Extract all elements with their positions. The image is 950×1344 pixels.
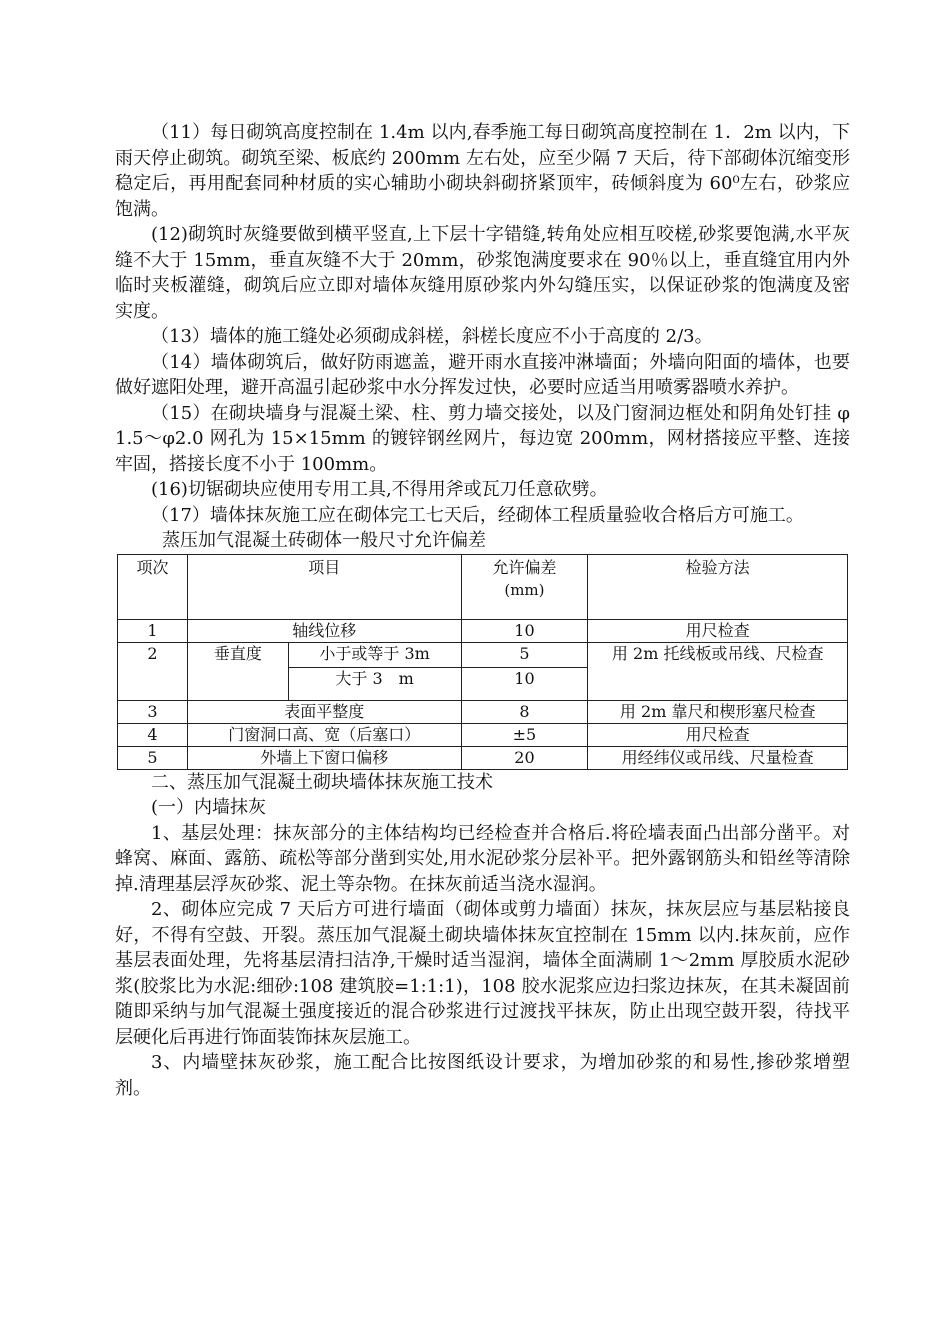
header-method: 检验方法 xyxy=(588,554,848,619)
row-no: 1 xyxy=(118,619,188,642)
row-no: 4 xyxy=(118,723,188,746)
document-page xyxy=(115,120,850,1101)
tolerance-table xyxy=(117,554,848,770)
header-no: 项次 xyxy=(118,554,188,619)
table-row xyxy=(118,619,848,642)
row-tolerance: 10 xyxy=(461,619,588,642)
paragraph-base-treatment: 1、基层处理：抹灰部分的主体结构均已经检查并合格后.将砼墙表面凸出部分凿平。对蜂窝、麻面、露筋、疏松等部分凿到实处,用水泥砂浆分层补平。把外露钢筋头和铅丝等清除掉.清理基层浮灰砂浆、泥土等杂物。在抹灰前适当浇水湿润。 xyxy=(115,822,850,895)
row-no: 3 xyxy=(118,700,188,723)
paragraph-17: （17）墙体抹灰施工应在砌体完工七天后，经砌体工程质量验收合格后方可施工。 xyxy=(151,504,804,526)
table-header-row xyxy=(118,554,848,619)
sub-title: (一）内墙抹灰 xyxy=(151,797,267,818)
row-tolerance: ±5 xyxy=(461,723,588,746)
paragraph-13: （13）墙体的施工缝处必须砌成斜槎，斜槎长度应不小于高度的 2/3。 xyxy=(151,326,713,347)
row-tolerance: 20 xyxy=(461,746,588,769)
section-title: 二、蒸压加气混凝土砌块墙体抹灰施工技术 xyxy=(151,771,493,793)
row-method: 用经纬仪或吊线、尺量检查 xyxy=(588,746,848,769)
paragraph-16: (16)切锯砌块应使用专用工具,不得用斧或瓦刀任意砍劈。 xyxy=(151,479,608,500)
paragraph-14: （14）墙体砌筑后，做好防雨遮盖，避开雨水直接冲淋墙面；外墙向阳面的墙体，也要做好遮阳处理，避开高温引起砂浆中水分挥发过快，必要时应适当用喷雾器喷水养护。 xyxy=(115,351,850,398)
row-no: 2 xyxy=(118,642,188,700)
row-item: 表面平整度 xyxy=(187,700,461,723)
row-subitem: 小于或等于 3m xyxy=(288,642,461,667)
header-tolerance xyxy=(461,554,588,619)
paragraph-mortar: 3、内墙壁抹灰砂浆，施工配合比按图纸设计要求，为增加砂浆的和易性,掺砂浆增塑剂。 xyxy=(115,1052,850,1099)
paragraph-plastering: 2、砌体应完成 7 天后方可进行墙面（砌体或剪力墙面）抹灰，抹灰层应与基层粘接良好，不得有空鼓、开裂。蒸压加气混凝土砌块墙体抹灰宜控制在 15mm 以内.抹灰前，应作基层表面处理，先将基层清扫洁净,干燥时适当湿润，墙体全面满刷 1～2mm 厚胶质水泥砂浆(胶浆比为水泥:细砂:108 建筑胶=1:1:1)，108 胶水泥浆应边扫浆边抹灰，在其未凝固前随即采纳与加气混凝土强度接近的混合砂浆进行过渡找平抹灰，防止出现空鼓开裂，待找平层硬化后再进行饰面装饰抹灰层施工。 xyxy=(115,899,850,1048)
header-item: 项目 xyxy=(187,554,461,619)
paragraph-12: (12)砌筑时灰缝要做到横平竖直,上下层十字错缝,转角处应相互咬槎,砂浆要饱满,水平灰缝不大于 15mm，垂直灰缝不大于 20mm，砂浆饱满度要求在 90％以上，垂直缝宜用内外临时夹板灌缝，砌筑后应立即对墙体灰缝用原砂浆内外勾缝压实，以保证砂浆的饱满度及密实度。 xyxy=(115,224,850,322)
row-method: 用尺检查 xyxy=(588,619,848,642)
row-item: 垂直度 xyxy=(187,642,288,700)
row-no: 5 xyxy=(118,746,188,769)
row-method: 用 2m 托线板或吊线、尺检查 xyxy=(588,642,848,700)
table-row xyxy=(118,642,848,667)
row-item: 门窗洞口高、宽（后塞口） xyxy=(187,723,461,746)
row-subitem: 大于 3 m xyxy=(288,667,461,700)
table-row xyxy=(118,723,848,746)
row-tolerance: 10 xyxy=(461,667,588,700)
row-item: 外墙上下窗口偏移 xyxy=(187,746,461,769)
paragraph-15: （15）在砌块墙身与混凝土梁、柱、剪力墙交接处，以及门窗洞边框处和阴角处钉挂 φ1.5～φ2.0 网孔为 15×15mm 的镀锌钢丝网片，每边宽 200mm，网材搭接应平整、连接牢固，搭接长度不小于 100mm。 xyxy=(115,402,850,475)
table-row xyxy=(118,700,848,723)
row-tolerance: 5 xyxy=(461,642,588,667)
header-tolerance-label: 允许偏差 xyxy=(492,557,557,577)
header-tolerance-unit: (mm) xyxy=(504,580,545,599)
table-row xyxy=(118,746,848,769)
row-tolerance: 8 xyxy=(461,700,588,723)
row-method: 用尺检查 xyxy=(588,723,848,746)
row-item: 轴线位移 xyxy=(187,619,461,642)
table-caption: 蒸压加气混凝土砖砌体一般尺寸允许偏差 xyxy=(162,530,486,551)
row-method: 用 2m 靠尺和楔形塞尺检查 xyxy=(588,700,848,723)
paragraph-11: （11）每日砌筑高度控制在 1.4m 以内,春季施工每日砌筑高度控制在 1．2m 以内，下雨天停止砌筑。砌筑至梁、板底约 200mm 左右处，应至少隔 7 天后，待下部砌体沉缩变形稳定后，再用配套同种材质的实心辅助小砌块斜砌挤紧顶牢，砖倾斜度为 60⁰左右，砂浆应饱满。 xyxy=(115,122,850,220)
